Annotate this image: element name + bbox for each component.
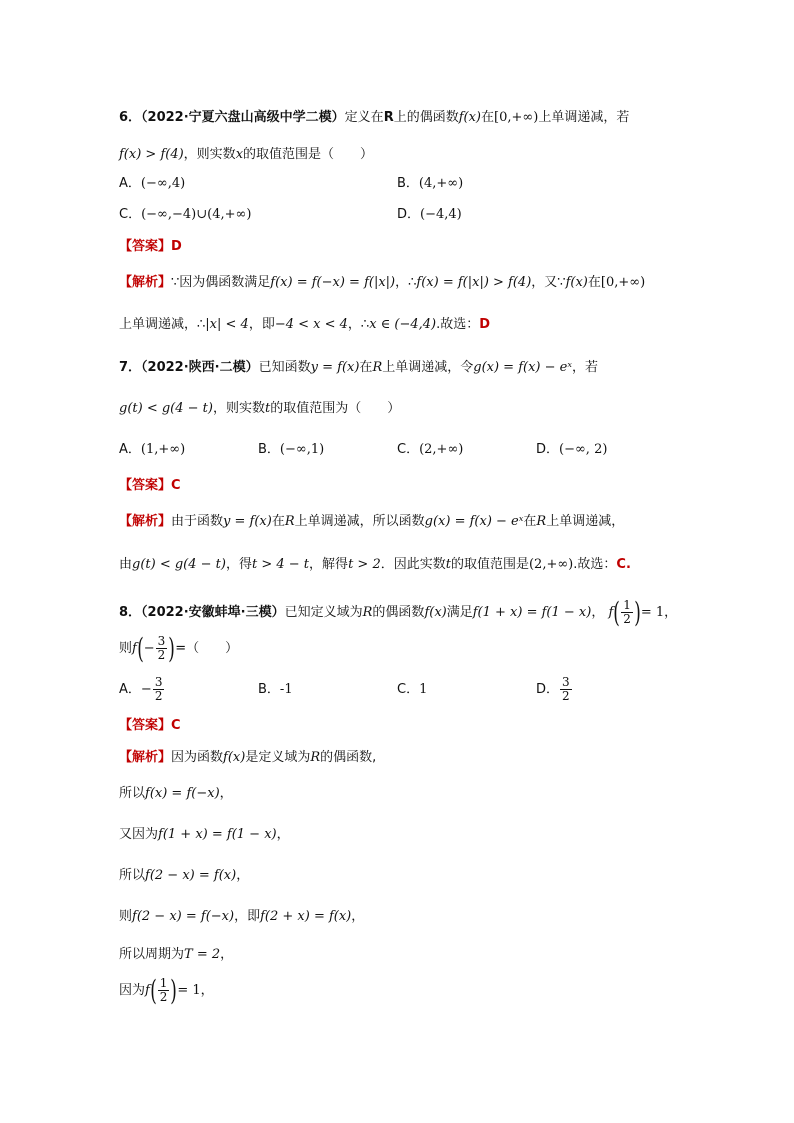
- q7-option-d: D．(−∞, 2): [536, 442, 608, 457]
- q7-analysis-line1: 【解析】由于函数y = f(x)在R上单调递减，所以函数g(x) = f(x) − eˣ在R上单调递减，: [119, 514, 625, 529]
- q8-step-5: 所以周期为T = 2，: [119, 947, 234, 962]
- q8-step-3: 所以f(2 − x) = f(x)，: [119, 868, 250, 883]
- q6-answer: 【答案】D: [119, 239, 182, 254]
- q6-option-a: A．(−∞,4): [119, 176, 186, 191]
- q8-option-b: B．-1: [258, 682, 293, 697]
- q6-analysis-line1: 【解析】∵因为偶函数满足f(x) = f(−x) = f(|x|)，∴f(x) = f(|x|) > f(4)，又∵f(x)在[0,+∞): [119, 275, 646, 290]
- q7-stem-line2: g(t) < g(4 − t)，则实数t的取值范围为（ ）: [119, 401, 401, 416]
- q8-option-d: D． $\frac{3}{2}$: [536, 675, 570, 703]
- q6-option-c: C．(−∞,−4)∪(4,+∞): [119, 207, 252, 222]
- q6-number: 6．: [119, 110, 142, 125]
- q8-stem-line2: 则f(− $\frac{3}{2}$ )=（ ）: [119, 631, 239, 665]
- q6-option-d: D．(−4,4): [397, 207, 462, 222]
- q8-neg-fraction: $\frac{3}{2}$: [157, 634, 166, 662]
- q7-stem-line1: 7．（2022·陕西·二模）已知函数y = f(x)在R上单调递减，令g(x) = f(x) − eˣ，若: [119, 360, 598, 375]
- q8-analysis-line1: 【解析】因为函数f(x)是定义域为R的偶函数,: [119, 750, 377, 765]
- q8-half-fraction: $\frac{1}{2}$: [623, 598, 631, 626]
- q6-source: （2022·宁夏六盘山高级中学二模）: [141, 110, 345, 125]
- q8-answer: 【答案】C: [119, 718, 181, 733]
- q6-option-b: B．(4,+∞): [397, 176, 464, 191]
- q6-analysis-line2: 上单调递减，∴|x| < 4，即−4 < x < 4，∴x ∈ (−4,4).故选：D: [119, 317, 491, 332]
- q8-step-last: 因为f( $\frac{1}{2}$ )= 1，: [119, 973, 214, 1007]
- q8-option-a: A．− $\frac{3}{2}$: [119, 675, 163, 703]
- q7-option-c: C．(2,+∞): [397, 442, 464, 457]
- q7-option-a: A．(1,+∞): [119, 442, 186, 457]
- q7-option-b: B．(−∞,1): [258, 442, 325, 457]
- q8-option-c: C．1: [397, 682, 428, 697]
- q7-analysis-line2: 由g(t) < g(4 − t)，得t > 4 − t，解得t > 2．因此实数t的取值范围是(2,+∞).故选：C.: [119, 557, 631, 572]
- q8-step-4: 则f(2 − x) = f(−x)，即f(2 + x) = f(x)，: [119, 909, 365, 924]
- q8-step-2: 又因为f(1 + x) = f(1 − x)，: [119, 827, 290, 842]
- q8-step-1: 所以f(x) = f(−x)，: [119, 786, 233, 801]
- q6-stem-line2: f(x) > f(4)，则实数x的取值范围是（ ）: [119, 147, 374, 162]
- q7-answer: 【答案】C: [119, 478, 181, 493]
- q6-stem-line1: 6．（2022·宁夏六盘山高级中学二模）定义在R上的偶函数f(x)在[0,+∞)上单调递减，若: [119, 110, 630, 125]
- q8-stem-line1: 8．（2022·安徽蚌埠·三模）已知定义域为R的偶函数f(x)满足f(1 + x) = f(1 − x)， f( $\frac{1}{2}$ )= 1，: [119, 595, 678, 629]
